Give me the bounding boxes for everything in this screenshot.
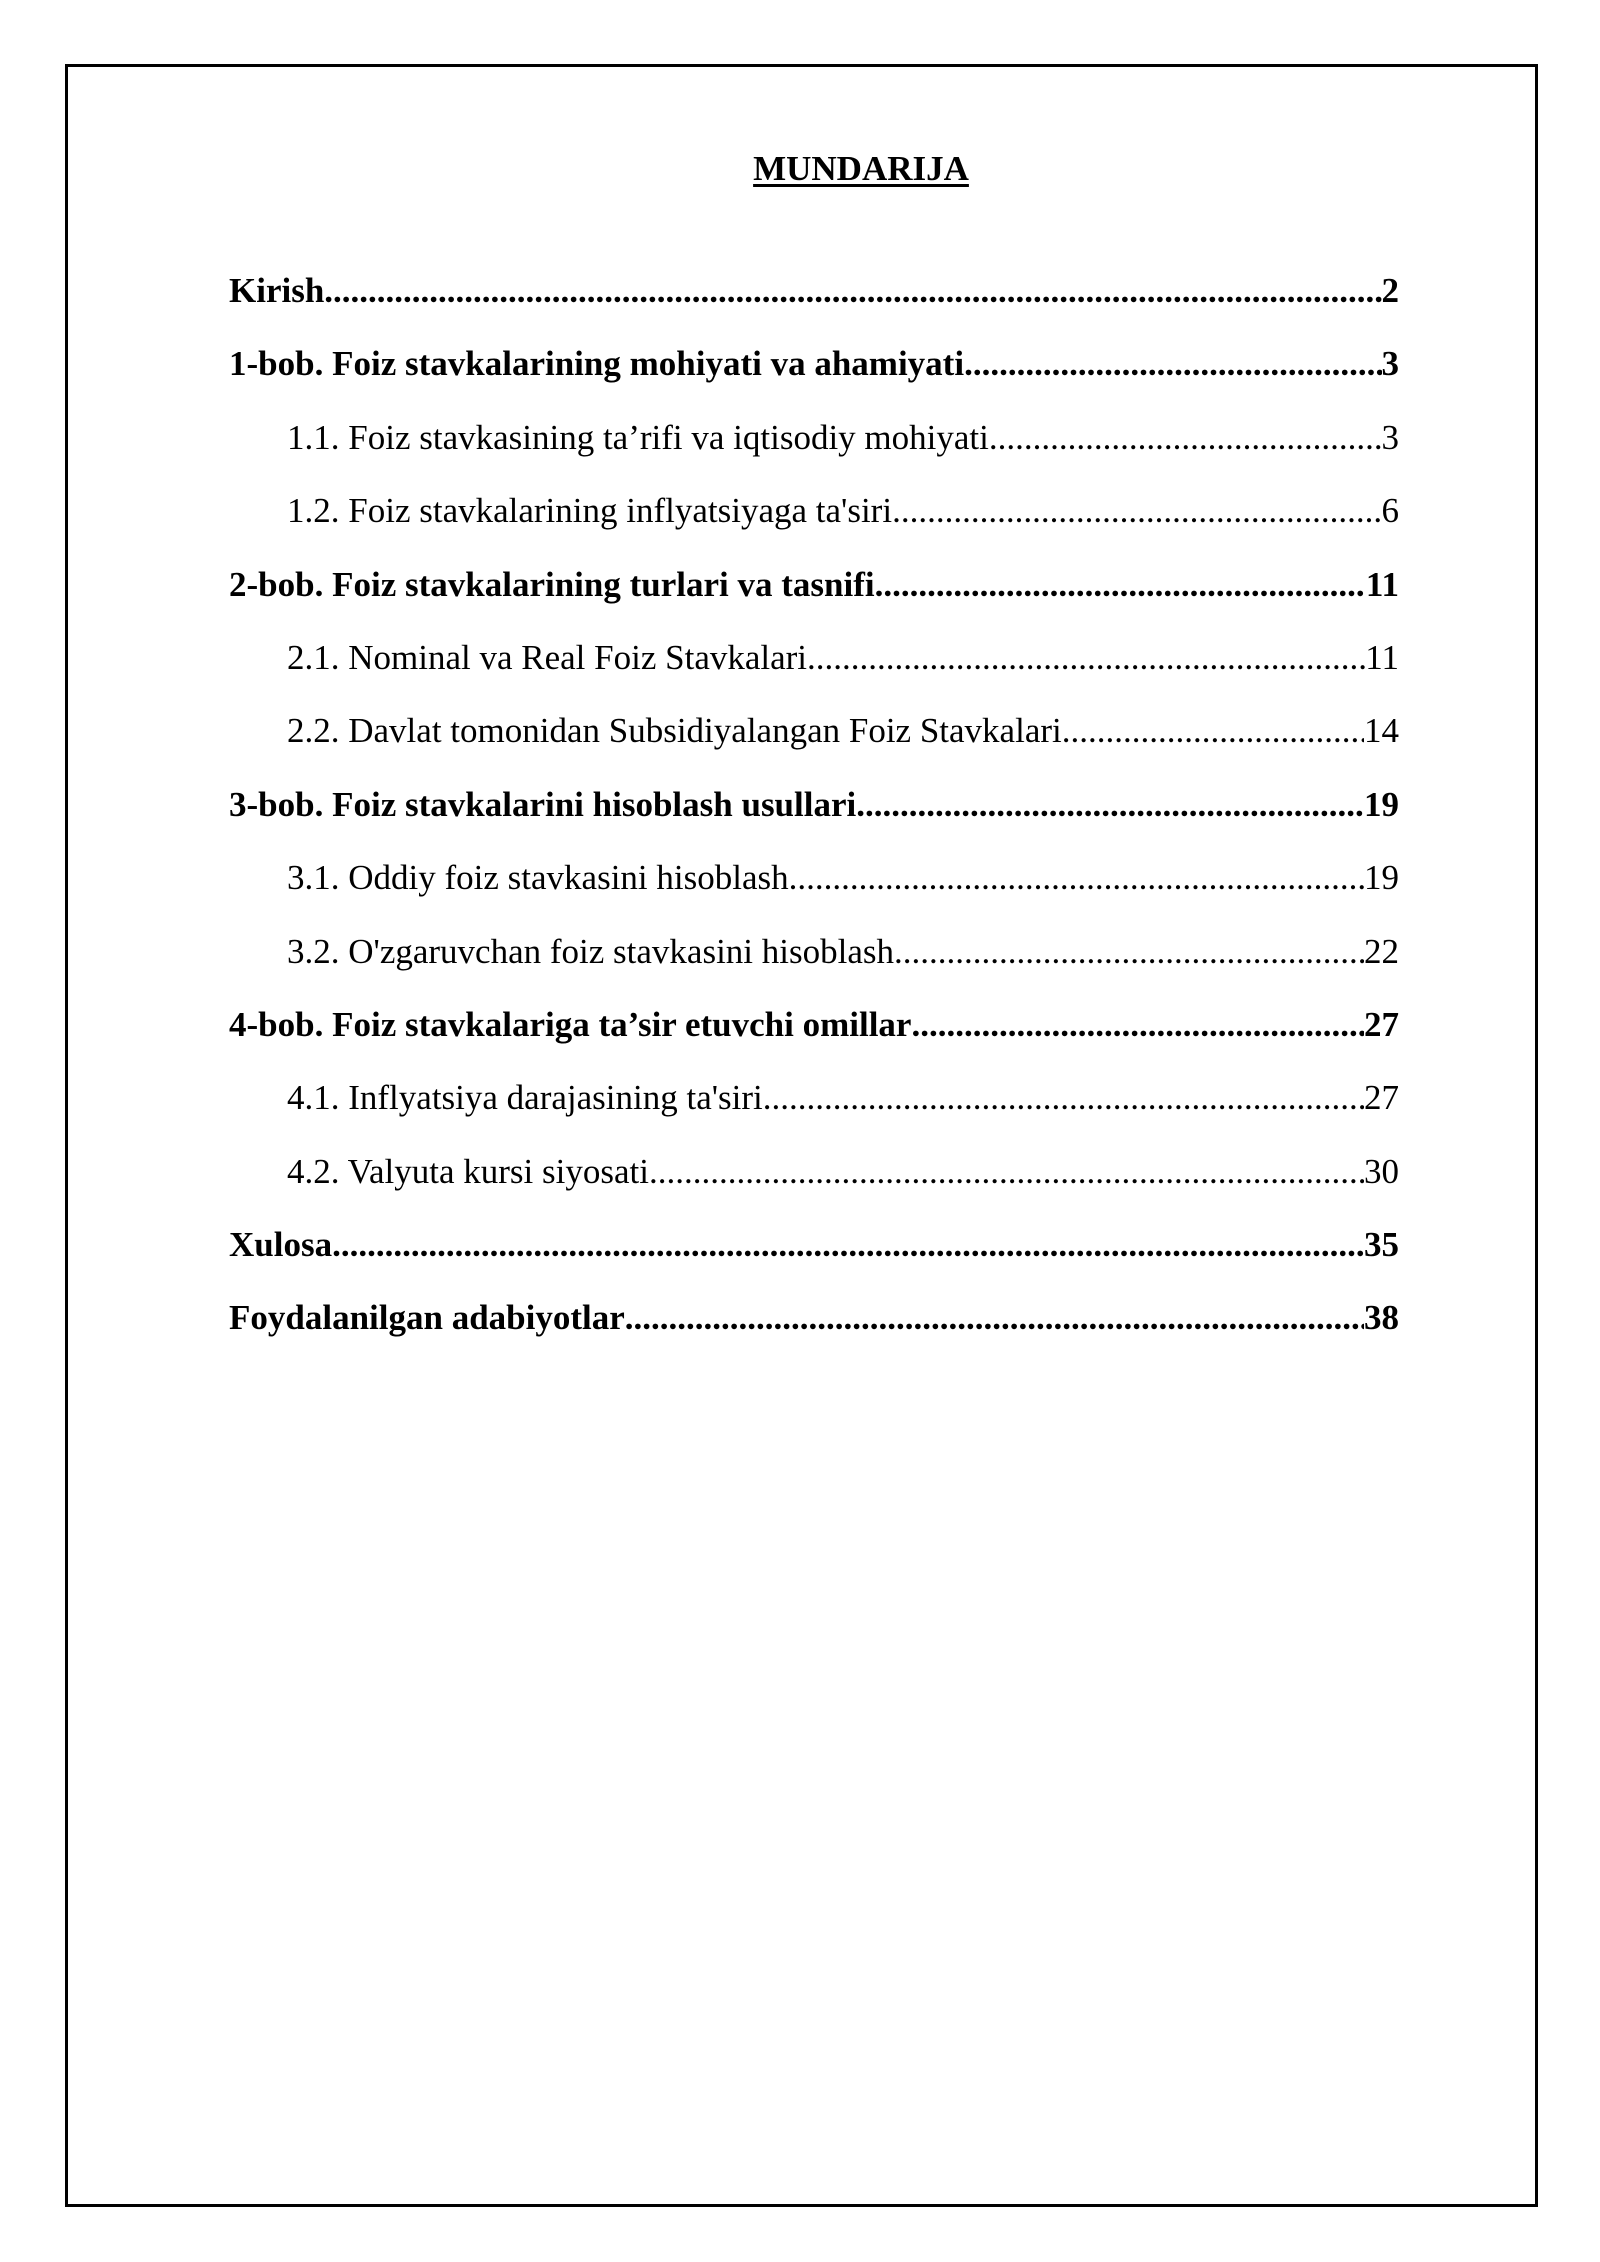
toc-entry-page: 30 bbox=[1364, 1151, 1399, 1191]
toc-entry[interactable] bbox=[229, 1216, 1399, 1289]
toc-entry[interactable] bbox=[229, 409, 1399, 482]
toc-entry-label: 1-bob. Foiz stavkalarining mohiyati va ahamiyati bbox=[229, 344, 965, 384]
toc-dot-leader bbox=[1062, 702, 1364, 760]
toc-dot-leader bbox=[894, 923, 1364, 981]
toc-entry[interactable] bbox=[229, 1289, 1399, 1362]
toc-dot-leader bbox=[332, 1216, 1364, 1274]
toc-entry[interactable] bbox=[229, 776, 1399, 849]
toc-entry[interactable] bbox=[229, 556, 1399, 629]
toc-dot-leader bbox=[807, 629, 1365, 687]
document-title: MUNDARIJA bbox=[753, 149, 969, 188]
toc-entry[interactable] bbox=[229, 262, 1399, 335]
toc-dot-leader bbox=[964, 335, 1381, 393]
toc-dot-leader bbox=[911, 996, 1364, 1054]
toc-entry-label: 4.1. Inflyatsiya darajasining ta'siri bbox=[287, 1078, 763, 1118]
toc-dot-leader bbox=[324, 262, 1381, 320]
toc-entry-page: 38 bbox=[1364, 1298, 1399, 1338]
toc-entry-label: 1.2. Foiz stavkalarining inflyatsiyaga ta'siri bbox=[287, 491, 893, 531]
toc-entry-label: 4-bob. Foiz stavkalariga ta’sir etuvchi omillar bbox=[229, 1004, 912, 1044]
toc-entry-label: Foydalanilgan adabiyotlar bbox=[229, 1298, 625, 1338]
toc-entry-page: 19 bbox=[1364, 784, 1399, 824]
toc-entry-page: 2 bbox=[1381, 271, 1399, 310]
toc-entry-label: 3-bob. Foiz stavkalarini hisoblash usullari bbox=[229, 784, 857, 824]
toc-entry-label: 3.1. Oddiy foiz stavkasini hisoblash bbox=[287, 858, 789, 898]
toc-entry-label: 1.1. Foiz stavkasining ta’rifi va iqtisodiy mohiyati bbox=[287, 417, 989, 457]
toc-entry-page: 3 bbox=[1381, 344, 1399, 384]
toc-entry-label: Kirish bbox=[229, 271, 325, 310]
toc-entry-label: Xulosa bbox=[229, 1225, 333, 1265]
toc-entry[interactable] bbox=[229, 335, 1399, 408]
toc-entry-label: 2.1. Nominal va Real Foiz Stavkalari bbox=[287, 637, 808, 677]
toc-entry-page: 27 bbox=[1364, 1004, 1399, 1044]
toc-entry-label: 2.2. Davlat tomonidan Subsidiyalangan Foiz Stavkalari bbox=[287, 711, 1062, 751]
toc-entry-page: 22 bbox=[1364, 931, 1399, 971]
toc-entry[interactable] bbox=[229, 1069, 1399, 1142]
toc-entry-page: 6 bbox=[1381, 491, 1399, 531]
toc-entry[interactable] bbox=[229, 849, 1399, 922]
toc-entry-page: 19 bbox=[1364, 858, 1399, 898]
toc-entry-label: 3.2. O'zgaruvchan foiz stavkasini hisoblash bbox=[287, 931, 894, 971]
toc-entry-page: 11 bbox=[1365, 564, 1399, 604]
toc-dot-leader bbox=[649, 1143, 1364, 1201]
toc-dot-leader bbox=[763, 1069, 1364, 1127]
toc-entry[interactable] bbox=[229, 1143, 1399, 1216]
toc-dot-leader bbox=[856, 776, 1364, 834]
toc-dot-leader bbox=[789, 849, 1364, 907]
toc-entry-page: 3 bbox=[1381, 417, 1399, 457]
toc-entry[interactable] bbox=[229, 629, 1399, 702]
toc-entry-page: 11 bbox=[1365, 637, 1399, 677]
toc-entry[interactable] bbox=[229, 923, 1399, 996]
toc-entry[interactable] bbox=[229, 702, 1399, 775]
toc-entry-page: 14 bbox=[1364, 711, 1399, 751]
toc-dot-leader bbox=[875, 556, 1366, 614]
toc-dot-leader bbox=[625, 1289, 1364, 1347]
toc-entry-label: 4.2. Valyuta kursi siyosati bbox=[287, 1151, 649, 1191]
toc-dot-leader bbox=[989, 409, 1382, 467]
toc-entry-page: 27 bbox=[1364, 1078, 1399, 1118]
table-of-contents bbox=[229, 262, 1399, 1363]
toc-dot-leader bbox=[892, 482, 1381, 540]
toc-entry-page: 35 bbox=[1364, 1225, 1399, 1265]
toc-entry[interactable] bbox=[229, 482, 1399, 555]
toc-entry[interactable] bbox=[229, 996, 1399, 1069]
toc-entry-label: 2-bob. Foiz stavkalarining turlari va tasnifi bbox=[229, 564, 875, 604]
